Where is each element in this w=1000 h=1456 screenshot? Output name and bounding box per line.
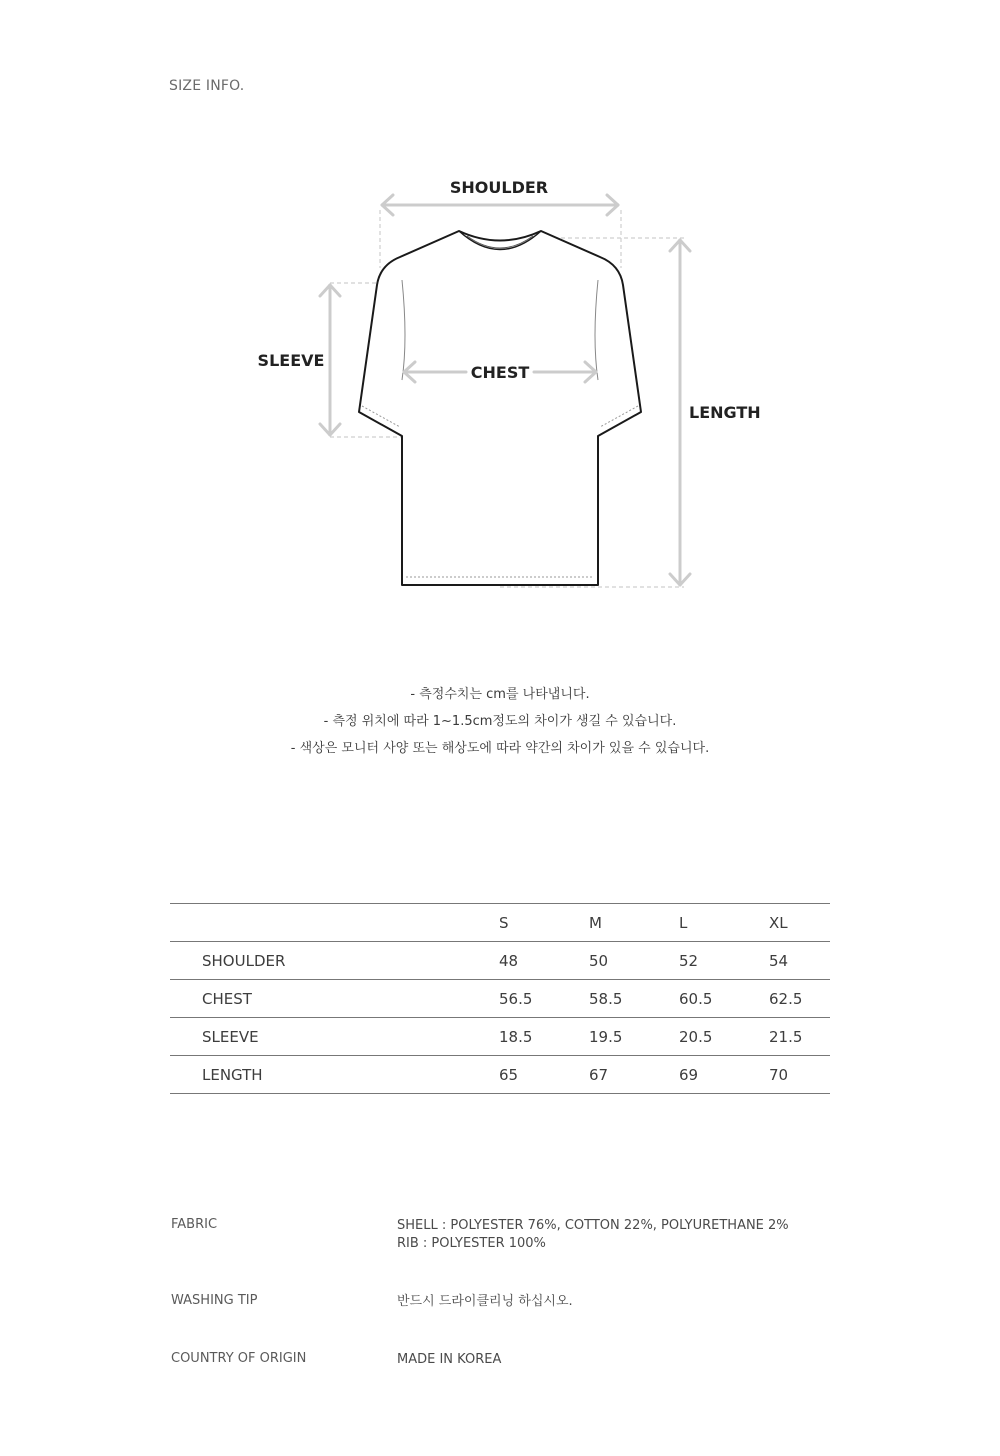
table-cell: 21.5	[769, 1018, 830, 1056]
table-header-row	[170, 904, 830, 942]
table-cell: 54	[769, 942, 830, 980]
note-line: - 측정수치는 cm를 나타냅니다.	[410, 687, 590, 702]
origin-value: MADE IN KOREA	[397, 1352, 502, 1367]
shoulder-label: SHOULDER	[449, 178, 549, 197]
shoulder-arrow	[382, 195, 618, 215]
table-cell: 52	[679, 942, 769, 980]
row-label: CHEST	[170, 980, 499, 1018]
washing-value: 반드시 드라이클리닝 하십시오.	[397, 1294, 573, 1309]
table-cell: 18.5	[499, 1018, 589, 1056]
section-title: SIZE INFO.	[169, 78, 245, 94]
row-label: SLEEVE	[170, 1018, 499, 1056]
table-row	[170, 980, 830, 1018]
header-cell-l: L	[679, 904, 769, 942]
header-cell-m: M	[589, 904, 679, 942]
header-cell-xl: XL	[769, 904, 830, 942]
table-row	[170, 1018, 830, 1056]
table-row	[170, 942, 830, 980]
table-cell: 67	[589, 1056, 679, 1094]
washing-label: WASHING TIP	[171, 1293, 258, 1308]
table-cell: 69	[679, 1056, 769, 1094]
note-line: - 색상은 모니터 사양 또는 해상도에 따라 약간의 차이가 있을 수 있습니다.	[290, 741, 710, 756]
table-cell: 50	[589, 942, 679, 980]
table-cell: 19.5	[589, 1018, 679, 1056]
origin-label: COUNTRY OF ORIGIN	[171, 1351, 307, 1366]
length-label: LENGTH	[689, 403, 761, 422]
table-cell: 60.5	[679, 980, 769, 1018]
row-label: SHOULDER	[170, 942, 499, 980]
fabric-line-shell: SHELL : POLYESTER 76%, COTTON 22%, POLYURETHANE 2%	[397, 1218, 789, 1233]
fabric-line-rib: RIB : POLYESTER 100%	[397, 1236, 546, 1251]
header-cell-s: S	[499, 904, 589, 942]
table-cell: 62.5	[769, 980, 830, 1018]
row-label: LENGTH	[170, 1056, 499, 1094]
fabric-value	[397, 1217, 817, 1253]
measurement-notes	[0, 681, 1000, 762]
table-cell: 48	[499, 942, 589, 980]
note-line: - 측정 위치에 따라 1~1.5cm정도의 차이가 생길 수 있습니다.	[323, 714, 677, 729]
table-row	[170, 1056, 830, 1094]
chest-label: CHEST	[470, 363, 530, 382]
sleeve-label: SLEEVE	[257, 351, 325, 370]
fabric-label: FABRIC	[171, 1217, 218, 1232]
table-cell: 20.5	[679, 1018, 769, 1056]
length-arrow	[670, 240, 690, 585]
tshirt-measurement-diagram	[0, 0, 1000, 640]
table-cell: 70	[769, 1056, 830, 1094]
table-cell: 65	[499, 1056, 589, 1094]
table-cell: 58.5	[589, 980, 679, 1018]
header-cell-empty	[170, 904, 499, 942]
tshirt-outline	[359, 231, 641, 585]
size-table	[170, 903, 830, 1094]
table-cell: 56.5	[499, 980, 589, 1018]
